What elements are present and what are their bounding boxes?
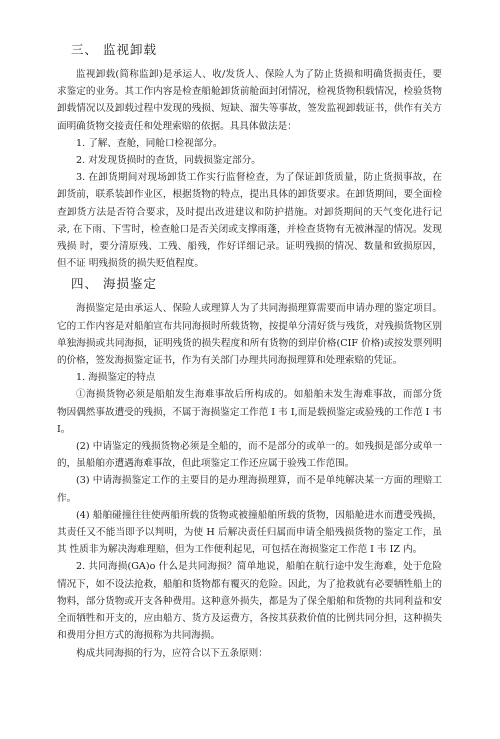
section-heading-monitor-unloading: 三、 监视卸载 — [71, 42, 157, 57]
list-item: 2. 对发现货损时的查货，同载损鉴定部分。 — [76, 155, 261, 167]
list-item: ①海损货物必须是船舶发生海难事故后所构成的。如船舶未发生海难事故，而部分货 物因偶然事故遭受的残损，不属于海损鉴定工作范 I 韦 I,而是载损鉴定或验残的工作范 I 韦 I。 — [57, 389, 442, 435]
list-item: (2) 中请鉴定的残损货物必须是全船的，而不是部分的或单一的。如残损是部分或单一的，虽船舶亦遭遇海难事故，但此项鉴定工作还应属于验残工作范围。 — [57, 441, 442, 470]
list-item: 1. 了解、查舱，同舱口检视部分。 — [76, 137, 223, 149]
list-item: 2. 共同海损(GA)o 什么是共同海损？简单地说，船舶在航行途中发生海难，处于危险 情况下，如不设法抢救，船舶和货物都有覆灭的危险。因此，为了抢救就有必要牺牲船上的 物料，部分货物或开支各种费用。这种意外损失，都是为了保全船舶和货物的共同利益和安 全而牺牲和开支的，应由船方、货方及运费方，各按其获救价值的比例共同分担，这种损失 和费用分担方式的海损称为共同海损。 — [57, 561, 442, 642]
list-item: (3) 中请海损鉴定工作的主要目的是办理海损理算，而不是单纯解决某一方面的理赔工作。 — [57, 475, 442, 504]
section-heading-average-survey: 四、 海损鉴定 — [71, 276, 157, 292]
subheading-features: 1. 海损鉴定的特点 — [76, 372, 156, 384]
paragraph-monitor-intro: 监视卸载(简称监卸)是承运人、收/发货人、保险人为了防止货损和明确货损责任，要 求鉴定的业务。其工作内容是检查船舱卸货前舱面封闭情况，检视货物积载情况，检验货物 卸载情况以及卸载过程中发现的残损、短缺、溜失等事故，签发监视卸载证书，供作有关方 面明确货物交接责任和处理索赔的依据。具具体做法是： — [57, 69, 442, 132]
list-item: (4) 船舶碰撞往往使两船所载的货物或被撞船舶所载的货物，因船舱进水而遭受残损， 其责任又不能当即予以判明，为使 H 后解决责任归属而申请全船残损货物的鉴定工作，虽其 性质非为解决海难理赔，但为工作便利起见，可包括在海损鉴定工作范 I 韦 IZ 内。 — [57, 509, 442, 556]
list-item: 构成共同海损的行为，应符合以下五条原则： — [76, 647, 268, 659]
list-item: 3. 在卸货期间对现场卸货工作实行监督检查，为了保证卸货质量，防止货损事故，在 卸货前，联系装卸作业区，根据货物的特点，提出具体的卸货要求。在卸货期间，要全面检 查卸货方法是否符合要求，及时提出改进建议和防护措施。对卸货期间的天气变化进行记录, 在下雨、下雪时，检查舱口是否关闭或支撑雨蓬，并检查货物有无被淋湿的情况。发现残损 时，要分清原残、工残、船残，作好详细记录。证明残损的情况、数量和致损原因，但不证 明残损货的损失贬值程度。 — [57, 172, 442, 270]
paragraph-average-intro: 海损鉴定是由承运人、保险人或理算人为了共同海损理算需要而申请办理的鉴定项目。 它的工作内容是对船舶宣布共同海损时所载货物，按提单分清好货与残货，对残损货物区别 单独海损或共同海损，证明残货的损失程度和所有货物的到岸价格(CIF 价格)或按发票列明 的价格，签发海损鉴定证书，作为有关部门办理共同海损理算和处理索赔的凭证。 — [57, 303, 442, 367]
